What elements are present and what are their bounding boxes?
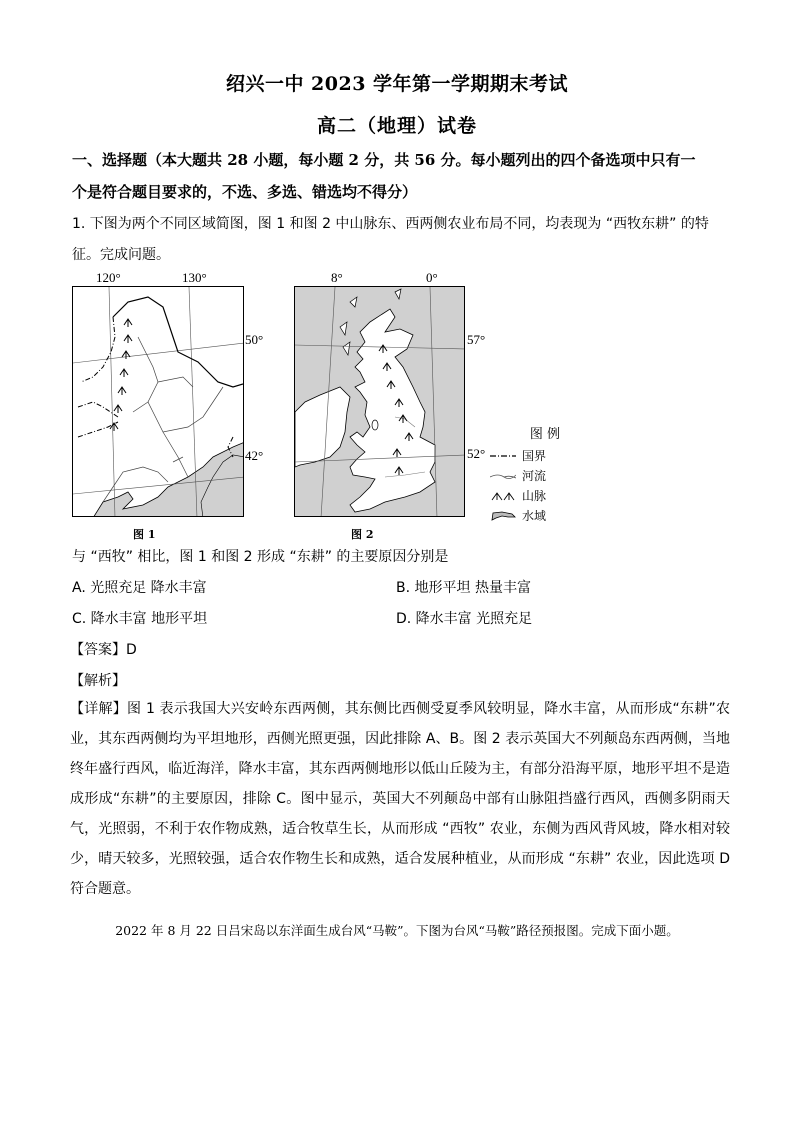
exam-subtitle: 高二（地理）试卷 (316, 115, 477, 137)
figure1-map-graphic (73, 287, 244, 517)
fig1-lon-130: 130° (182, 270, 207, 285)
legend-title: 图 例 (529, 427, 560, 442)
fig2-lon-0: 0° (426, 270, 438, 285)
analysis-label: 【解析】 (70, 673, 126, 689)
fig1-lat-42: 42° (245, 448, 264, 463)
mountain-icon (490, 491, 516, 501)
figure2-map-british-isles (294, 286, 465, 517)
fig2-lat-57: 57° (467, 332, 486, 347)
figure2-caption: 图 2 (351, 528, 374, 541)
detailed-explanation: 【详解】图 1 表示我国大兴安岭东西两侧，其东侧比西侧受夏季风较明显，降水丰富，从而形成“东耕”农业，其东西两侧均为平坦地形，西侧光照更强，因此排除 A、B。图 2 表示英国大不列颠岛东西两侧，当地终年盛行西风，临近海洋，降水丰富，其东西两侧地形以低山丘陵为主，有部分沿海平原，地形平坦不是造成形成“东耕”的主要原因，排除 C。图中显示，英国大不列颠岛中部有山脉阻挡盛行西风，西侧多阴雨天气，光照弱，不利于农作物成熟，适合牧草生长，从而形成 “西牧” 农业，东侧为西风背风坡，降水相对较少，晴天较多，光照较强，适合农作物生长和成熟，适合发展种植业，从而形成 “东耕” 农业，因此选项 D 符合题意。 (70, 701, 730, 897)
fig2-lat-52: 52° (467, 446, 486, 461)
mountain-range-symbols (110, 319, 132, 431)
fig1-lon-120: 120° (96, 270, 121, 285)
option-b[interactable]: B. 地形平坦 热量丰富 (396, 580, 531, 596)
legend-item-river: 河流 (490, 467, 560, 484)
next-question-intro: 2022 年 8 月 22 日吕宋岛以东洋面生成台风“马鞍”。下图为台风“马鞍”路径预报图。完成下面小题。 (115, 923, 679, 938)
question-stem-line1: 1. 下图为两个不同区域简图，图 1 和图 2 中山脉东、西两侧农业布局不同，均表现为 “西牧东耕” 的特 (72, 216, 709, 232)
question-prompt: 与 “西牧” 相比，图 1 和图 2 形成 “东耕” 的主要原因分别是 (72, 549, 449, 565)
option-c[interactable]: C. 降水丰富 地形平坦 (72, 611, 208, 627)
legend-item-water: 水域 (490, 507, 560, 524)
legend-item-border: 国界 (490, 447, 560, 464)
river-icon (490, 471, 516, 481)
section-heading-line2: 个是符合题目要求的，不选、多选、错选均不得分） (72, 183, 418, 201)
figure1-caption: 图 1 (133, 528, 156, 541)
map-legend (490, 423, 560, 524)
figure1-map-northeast-china (72, 286, 244, 517)
fig1-lat-50: 50° (245, 332, 264, 347)
figure2-map-graphic (295, 287, 465, 517)
section-heading-line1: 一、选择题（本大题共 28 小题，每小题 2 分，共 56 分。每小题列出的四个备选项中只有一 (72, 151, 696, 169)
option-d[interactable]: D. 降水丰富 光照充足 (396, 611, 533, 627)
legend-item-mountain: 山脉 (490, 487, 560, 504)
option-a[interactable]: A. 光照充足 降水丰富 (72, 580, 207, 596)
answer-label: 【答案】D (70, 642, 137, 658)
question-stem-line2: 征。完成问题。 (72, 247, 170, 263)
fig2-lon-8: 8° (331, 270, 343, 285)
border-line-icon (490, 452, 516, 460)
exam-title: 绍兴一中 2023 学年第一学期期末考试 (225, 73, 569, 95)
water-area-icon (490, 510, 516, 522)
